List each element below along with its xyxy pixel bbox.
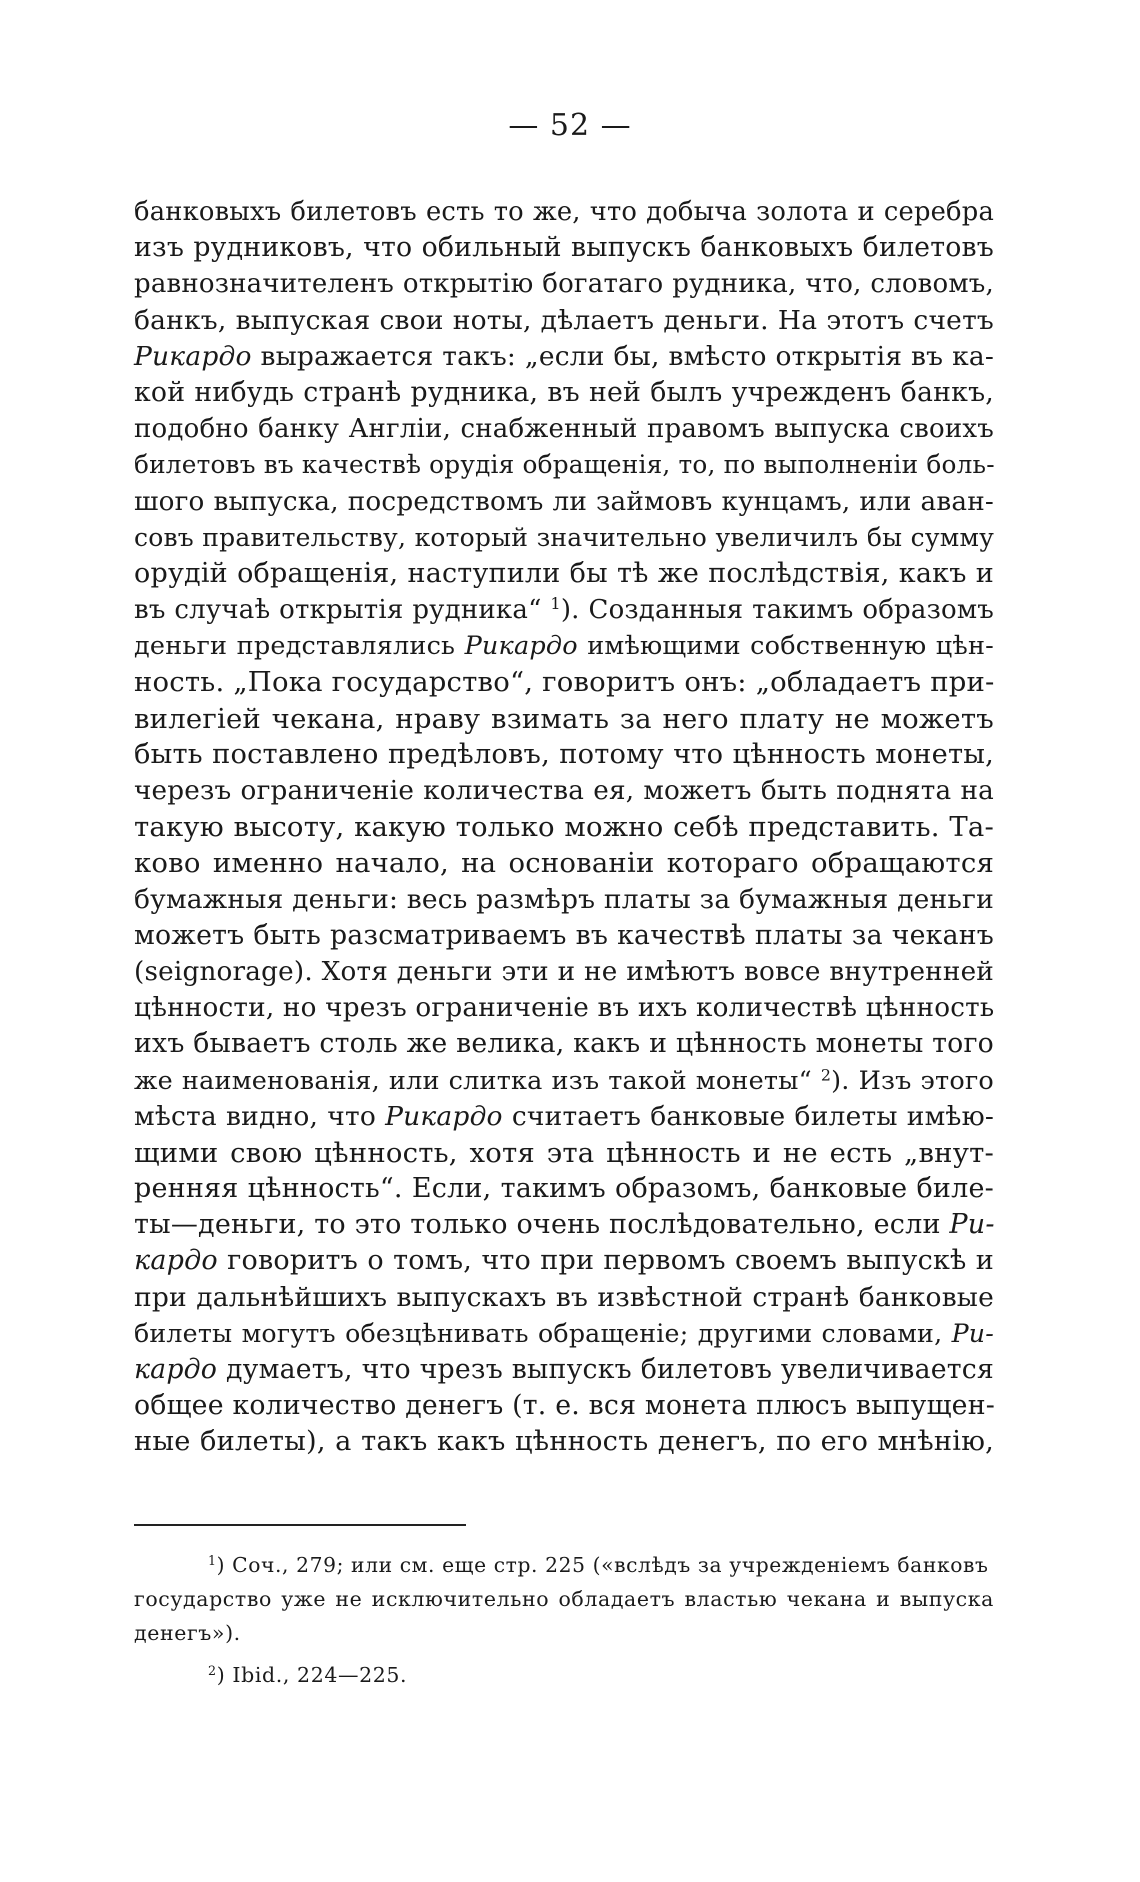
text-fragment: билеты могутъ обезцѣнивать обращеніе; другими словами, bbox=[134, 1318, 952, 1348]
text-line: ность. „Пока государство“, говоритъ онъ: „обладаетъ при- bbox=[134, 666, 995, 699]
text-line: банкъ, выпуская свои ноты, дѣлаетъ деньги. На этотъ счетъ bbox=[134, 304, 994, 336]
text-line bbox=[134, 1207, 994, 1243]
footnote-marker: 2 bbox=[208, 1663, 217, 1679]
text-fragment: мѣста видно, что bbox=[134, 1100, 386, 1132]
text-line: общее количество денегъ (т. е. вся монета плюсъ выпущен- bbox=[134, 1390, 995, 1422]
text-line bbox=[134, 1243, 994, 1279]
footnote-line bbox=[134, 1548, 994, 1582]
text-line bbox=[134, 1063, 994, 1099]
text-line: банковыхъ билетовъ есть то же, что добыча золота и серебра bbox=[134, 197, 994, 227]
text-line bbox=[134, 628, 994, 664]
text-line: (seignorage). Хотя деньги эти и не имѣютъ вовсе внутренней bbox=[134, 956, 994, 987]
footnote-text: ) Ibid., 224—225. bbox=[216, 1663, 408, 1687]
text-line: можетъ быть разсматриваемъ въ качествѣ платы за чеканъ bbox=[134, 919, 994, 951]
text-fragment: говоритъ о томъ, что при первомъ своемъ выпускѣ и bbox=[217, 1245, 994, 1277]
text-line bbox=[134, 1316, 994, 1352]
text-line: быть поставлено предѣловъ, потому что цѣнность монеты, bbox=[134, 738, 994, 770]
author-name-italic: Рикардо bbox=[385, 1100, 503, 1132]
footnote-2 bbox=[134, 1658, 994, 1692]
text-line: равнозначителенъ открытію богатаго рудника, что, словомъ, bbox=[134, 269, 994, 300]
text-line: вилегіей чекана, нраву взимать за него плату не можетъ bbox=[134, 702, 994, 735]
footnote-line bbox=[134, 1658, 994, 1692]
text-fragment: считаетъ банковые билеты имѣю- bbox=[502, 1100, 995, 1132]
text-line: такую высоту, какую только можно себѣ представить. Та- bbox=[134, 811, 994, 844]
text-line: ихъ бываетъ столь же велика, какъ и цѣнность монеты того bbox=[134, 1028, 994, 1060]
text-line: совъ правительству, который значительно увеличилъ бы сумму bbox=[134, 522, 994, 552]
footnotes bbox=[134, 1548, 994, 1692]
author-name-italic: Ри- bbox=[951, 1318, 994, 1348]
text-line: ково именно начало, на основаніи котораго обращаются bbox=[134, 847, 994, 880]
footnote-ref: 2 bbox=[820, 1064, 832, 1084]
text-line bbox=[134, 1099, 994, 1135]
author-name-italic: Ри- bbox=[949, 1209, 995, 1241]
footnote-1 bbox=[134, 1548, 994, 1650]
text-line: шого выпуска, посредствомъ ли займовъ кунцамъ, или аван- bbox=[134, 486, 994, 517]
text-line: билетовъ въ качествѣ орудія обращенія, то, по выполненіи боль- bbox=[134, 450, 995, 480]
page-number: — 52 — bbox=[508, 108, 632, 143]
footnote-line: денегъ»). bbox=[134, 1621, 241, 1645]
author-name-italic: кардо bbox=[134, 1354, 218, 1385]
author-name-italic: кардо bbox=[134, 1245, 218, 1277]
text-fragment: же наименованія, или слитка изъ такой монеты“ bbox=[134, 1065, 821, 1096]
author-name-italic: Рикардо bbox=[464, 631, 578, 662]
text-fragment: думаетъ, что чрезъ выпускъ билетовъ увеличивается bbox=[217, 1354, 994, 1385]
text-line: при дальнѣйшихъ выпускахъ въ извѣстной странѣ банковые bbox=[134, 1281, 994, 1313]
text-line: орудій обращенія, наступили бы тѣ же послѣдствія, какъ и bbox=[134, 557, 994, 589]
text-line bbox=[134, 592, 994, 628]
footnote-divider bbox=[134, 1524, 466, 1526]
text-fragment: деньги представлялись bbox=[134, 631, 465, 662]
footnote-text: ) Соч., 279; или см. еще стр. 225 («вслѣдъ за учрежденіемъ банковъ bbox=[216, 1553, 989, 1577]
text-line: ные билеты), а такъ какъ цѣнность денегъ, по его мнѣнію, bbox=[134, 1426, 994, 1458]
text-line: подобно банку Англіи, снабженный правомъ выпуска своихъ bbox=[134, 414, 994, 445]
text-line bbox=[134, 339, 994, 375]
footnote-line: государство уже не исключительно обладаетъ властью чекана и выпуска bbox=[134, 1587, 994, 1611]
text-line: щими свою цѣнность, хотя эта цѣнность и не есть „внут- bbox=[134, 1136, 994, 1169]
text-fragment: ). Изъ этого bbox=[831, 1065, 994, 1096]
text-line: кой нибудь странѣ рудника, въ ней былъ учрежденъ банкъ, bbox=[134, 376, 994, 408]
text-fragment: ). Созданныя такимъ образомъ bbox=[560, 595, 994, 626]
footnote-ref: 1 bbox=[550, 594, 561, 614]
text-fragment: въ случаѣ открытія рудника“ bbox=[134, 595, 551, 626]
main-text bbox=[134, 194, 994, 1461]
text-fragment: выражается такъ: „если бы, вмѣсто открытія въ ка- bbox=[251, 340, 994, 372]
footnote-marker: 1 bbox=[208, 1553, 217, 1569]
text-line bbox=[134, 1352, 994, 1388]
author-name-italic: Рикардо bbox=[134, 340, 252, 372]
text-line: цѣнности, но чрезъ ограниченіе въ ихъ количествѣ цѣнность bbox=[134, 993, 995, 1024]
text-line: изъ рудниковъ, что обильный выпускъ банковыхъ билетовъ bbox=[134, 232, 994, 264]
text-fragment: ты—деньги, то это только очень послѣдовательно, если bbox=[134, 1209, 950, 1241]
text-line: черезъ ограниченіе количества ея, можетъ быть поднята на bbox=[134, 776, 994, 806]
text-line: ренняя цѣнность“. Если, такимъ образомъ, банковые биле- bbox=[134, 1173, 994, 1205]
text-line: бумажныя деньги: весь размѣръ платы за бумажныя деньги bbox=[134, 883, 994, 915]
text-fragment: имѣющими собственную цѣн- bbox=[577, 631, 994, 662]
